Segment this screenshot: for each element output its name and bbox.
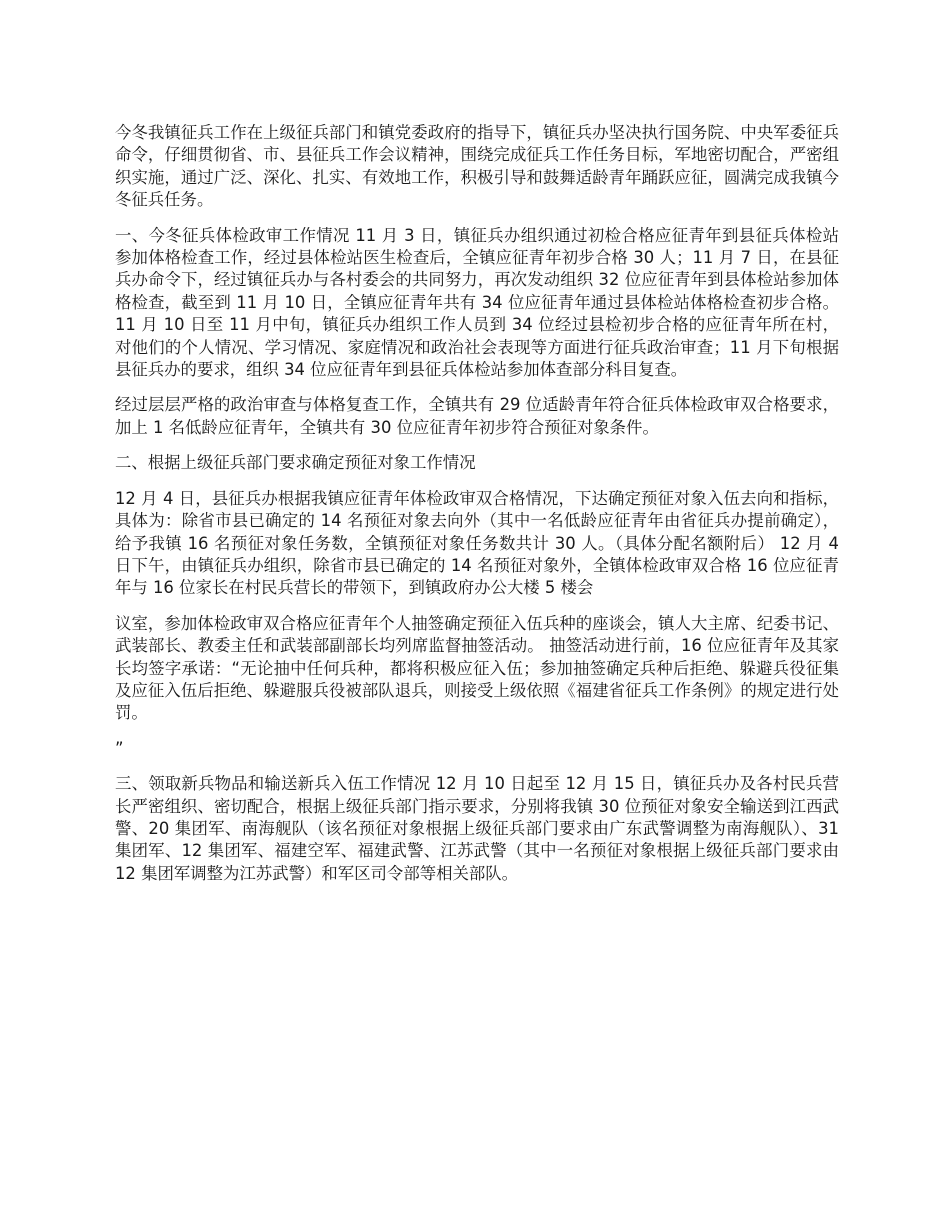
document-body <box>115 122 839 898</box>
paragraph-closing-quote: ” <box>115 738 124 758</box>
paragraph-section-one: 一、今冬征兵体检政审工作情况 11 月 3 日，镇征兵办组织通过初检合格应征青年到县征兵体检站参加体格检查工作，经过县体检站医生检查后，全镇应征青年初步合格 30 人；11 月 7 日，在县征兵办命令下，经过镇征兵办与各村委会的共同努力，再次发动组织 32 位应征青年到县体检站参加体格检查，截至到 11 月 10 日，全镇应征青年共有 34 位应征青年通过县体检站体格检查初步合格。 11 月 10 日至 11 月中旬，镇征兵办组织工作人员到 34 位经过县检初步合格的应征青年所在村，对他们的个人情况、学习情况、家庭情况和政治社会表现等方面进行征兵政治审查；11 月下旬根据县征兵办的要求，组织 34 位应征青年到县征兵体检站参加体查部分科目复查。 <box>115 225 839 380</box>
paragraph-lottery-meeting: 议室，参加体检政审双合格应征青年个人抽签确定预征入伍兵种的座谈会，镇人大主席、纪委书记、武装部长、教委主任和武装部副部长均列席监督抽签活动。 抽签活动进行前，16 位应征青年及其家长均签字承诺：“无论抽中任何兵种，都将积极应征入伍；参加抽签确定兵种后拒绝、躲避兵役征集及应征入伍后拒绝、躲避服兵役被部队退兵，则接受上级依照《福建省征兵工作条例》的规定进行处罚。 <box>115 613 839 723</box>
paragraph-section-two-heading: 二、根据上级征兵部门要求确定预征对象工作情况 <box>115 453 476 473</box>
paragraph-quota-assignment: 12 月 4 日，县征兵办根据我镇应征青年体检政审双合格情况，下达确定预征对象入伍去向和指标，具体为：除省市县已确定的 14 名预征对象去向外（其中一名低龄应征青年由省征兵办提前确定），给予我镇 16 名预征对象任务数，全镇预征对象任务数共计 30 人。（具体分配名额附后） 12 月 4 日下午，由镇征兵办组织，除省市县已确定的 14 名预征对象外，全镇体检政审双合格 16 位应征青年与 16 位家长在村民兵营长的带领下，到镇政府办公大楼 5 楼会 <box>115 488 839 598</box>
paragraph-review-result: 经过层层严格的政治审查与体格复查工作，全镇共有 29 位适龄青年符合征兵体检政审双合格要求，加上 1 名低龄应征青年，全镇共有 30 位应征青年初步符合预征对象条件。 <box>115 395 839 437</box>
paragraph-section-three: 三、领取新兵物品和输送新兵入伍工作情况 12 月 10 日起至 12 月 15 日，镇征兵办及各村民兵营长严密组织、密切配合，根据上级征兵部门指示要求，分别将我镇 30 位预征对象安全输送到江西武警、20 集团军、南海舰队（该名预征对象根据上级征兵部门要求由广东武警调整为南海舰队）、31 集团军、12 集团军、福建空军、福建武警、江苏武警（其中一名预征对象根据上级征兵部门要求由 12 集团军调整为江苏武警）和军区司令部等相关部队。 <box>115 774 839 883</box>
paragraph-intro: 今冬我镇征兵工作在上级征兵部门和镇党委政府的指导下，镇征兵办坚决执行国务院、中央军委征兵命令，仔细贯彻省、市、县征兵工作会议精神，围绕完成征兵工作任务目标，军地密切配合，严密组织实施，通过广泛、深化、扎实、有效地工作，积极引导和鼓舞适龄青年踊跃应征，圆满完成我镇今冬征兵任务。 <box>115 123 839 210</box>
